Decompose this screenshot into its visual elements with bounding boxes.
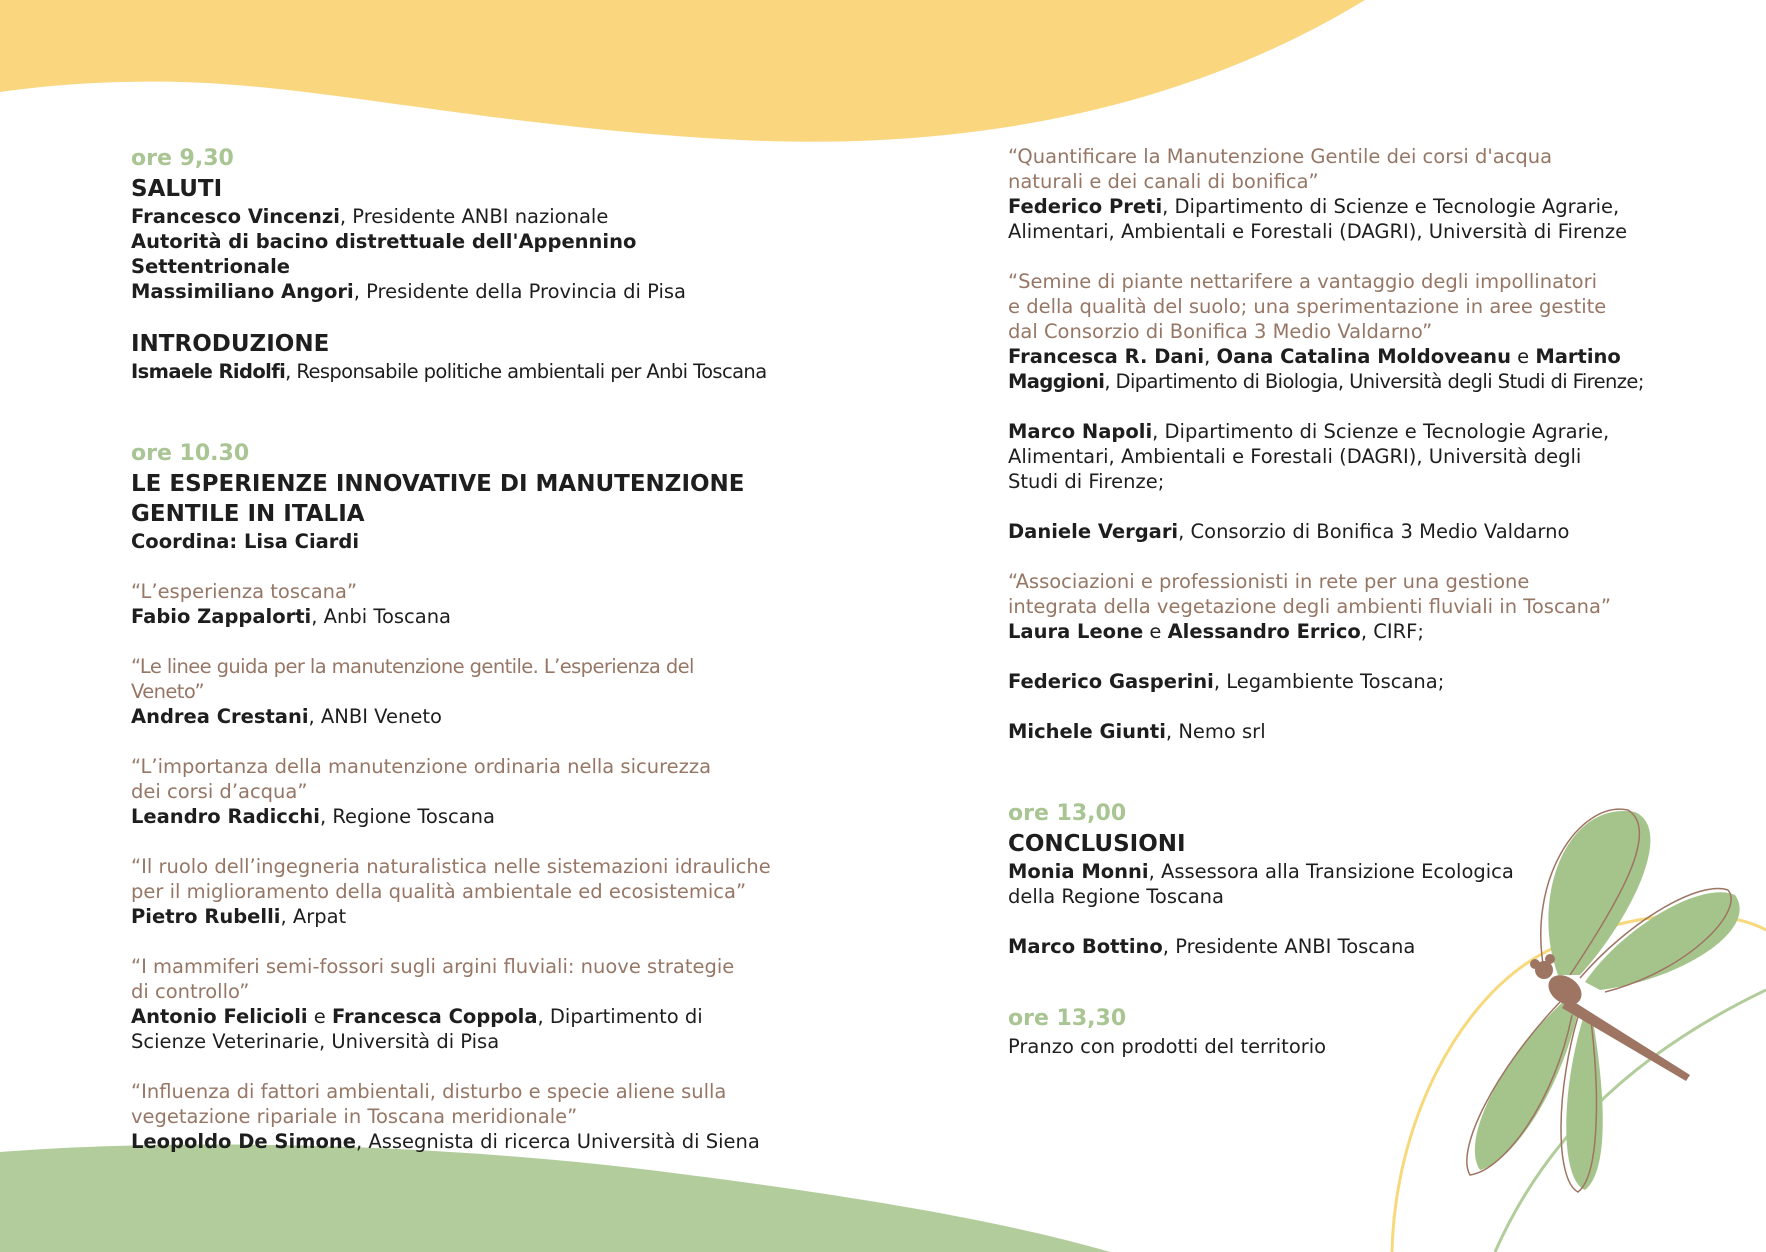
time-label: ore 13,30 (1008, 1006, 1127, 1031)
talk-title: “I mammiferi semi-fossori sugli argini fluviali: nuove strategie (131, 955, 735, 978)
lunch-line: Pranzo con prodotti del territorio (1008, 1035, 1327, 1058)
speaker-line-cont: della Regione Toscana (1008, 885, 1224, 908)
section-heading-saluti: SALUTI (131, 176, 223, 202)
talk-title: “Associazioni e professionisti in rete per una gestione (1008, 570, 1530, 593)
talk-title: “Quantificare la Manutenzione Gentile dei corsi d'acqua (1008, 145, 1553, 168)
right-column (1008, 144, 1668, 1059)
talk-title-cont: vegetazione ripariale in Toscana meridionale” (131, 1105, 578, 1128)
speaker-line: Francesca R. Dani, Oana Catalina Moldoveanu e Martino (1008, 345, 1621, 368)
moderator-line: Coordina: Lisa Ciardi (131, 530, 360, 553)
speaker-line: Fabio Zappalorti, Anbi Toscana (131, 605, 452, 628)
speaker-line: Daniele Vergari, Consorzio di Bonifica 3 Medio Valdarno (1008, 520, 1570, 543)
talk-title-cont: dei corsi d’acqua” (131, 780, 308, 803)
talk-title: “Il ruolo dell’ingegneria naturalistica nelle sistemazioni idrauliche (131, 855, 771, 878)
talk-title: “Influenza di fattori ambientali, disturbo e specie aliene sulla (131, 1080, 727, 1103)
talk-title-cont: per il miglioramento della qualità ambientale ed ecosistemica” (131, 880, 747, 903)
section-heading-esperienze-cont: GENTILE IN ITALIA (131, 501, 365, 527)
speaker-line: Antonio Felicioli e Francesca Coppola, Dipartimento di (131, 1005, 703, 1028)
talk-title-cont: di controllo” (131, 980, 250, 1003)
top-yellow-wave (0, 0, 1365, 142)
talk-title-cont: e della qualità del suolo; una sperimentazione in aree gestite (1008, 295, 1607, 318)
bottom-green-wave (0, 1145, 1110, 1252)
speaker-line: Marco Bottino, Presidente ANBI Toscana (1008, 935, 1416, 958)
speaker-line: Autorità di bacino distrettuale dell'Appennino Settentrionale (131, 230, 637, 278)
talk-title-cont: dal Consorzio di Bonifica 3 Medio Valdarno” (1008, 320, 1433, 343)
section-heading-conclusioni: CONCLUSIONI (1008, 831, 1186, 857)
time-label: ore 10.30 (131, 441, 250, 466)
section-heading-introduzione: INTRODUZIONE (131, 331, 330, 357)
speaker-line-cont: Maggioni, Dipartimento di Biologia, Università degli Studi di Firenze; (1008, 370, 1644, 393)
speaker-line-cont: Scienze Veterinarie, Università di Pisa (131, 1030, 500, 1053)
talk-title: “Semine di piante nettarifere a vantaggio degli impollinatori (1008, 270, 1598, 293)
talk-title-cont: naturali e dei canali di bonifica” (1008, 170, 1319, 193)
speaker-line-cont: Studi di Firenze; (1008, 470, 1165, 493)
talk-title: “L’esperienza toscana” (131, 580, 358, 603)
speaker-line-cont: Alimentari, Ambientali e Forestali (DAGRI), Università di Firenze (1008, 220, 1628, 243)
speaker-line: Andrea Crestani, ANBI Veneto (131, 705, 442, 728)
time-label: ore 9,30 (131, 146, 234, 171)
speaker-line: Michele Giunti, Nemo srl (1008, 720, 1266, 743)
speaker-line: Pietro Rubelli, Arpat (131, 905, 347, 928)
talk-title: “L’importanza della manutenzione ordinaria nella sicurezza (131, 755, 712, 778)
talk-title: “Le linee guida per la manutenzione gentile. L’esperienza del Veneto” (131, 655, 694, 703)
speaker-line-cont: Alimentari, Ambientali e Forestali (DAGRI), Università degli (1008, 445, 1582, 468)
speaker-line: Monia Monni, Assessora alla Transizione Ecologica (1008, 860, 1514, 883)
time-label: ore 13,00 (1008, 801, 1127, 826)
speaker-line: Massimiliano Angori, Presidente della Provincia di Pisa (131, 280, 687, 303)
speaker-line: Leandro Radicchi, Regione Toscana (131, 805, 495, 828)
left-column (131, 144, 771, 1154)
speaker-line: Francesco Vincenzi, Presidente ANBI nazionale (131, 205, 609, 228)
speaker-line: Leopoldo De Simone, Assegnista di ricerca Università di Siena (131, 1130, 760, 1153)
talk-title-cont: integrata della vegetazione degli ambienti fluviali in Toscana” (1008, 595, 1612, 618)
speaker-line: Ismaele Ridolfi, Responsabile politiche ambientali per Anbi Toscana (131, 360, 767, 383)
section-heading-esperienze: LE ESPERIENZE INNOVATIVE DI MANUTENZIONE (131, 471, 745, 497)
speaker-line: Federico Preti, Dipartimento di Scienze e Tecnologie Agrarie, (1008, 195, 1620, 218)
speaker-line: Federico Gasperini, Legambiente Toscana; (1008, 670, 1445, 693)
speaker-line: Marco Napoli, Dipartimento di Scienze e Tecnologie Agrarie, (1008, 420, 1610, 443)
speaker-line: Laura Leone e Alessandro Errico, CIRF; (1008, 620, 1424, 643)
